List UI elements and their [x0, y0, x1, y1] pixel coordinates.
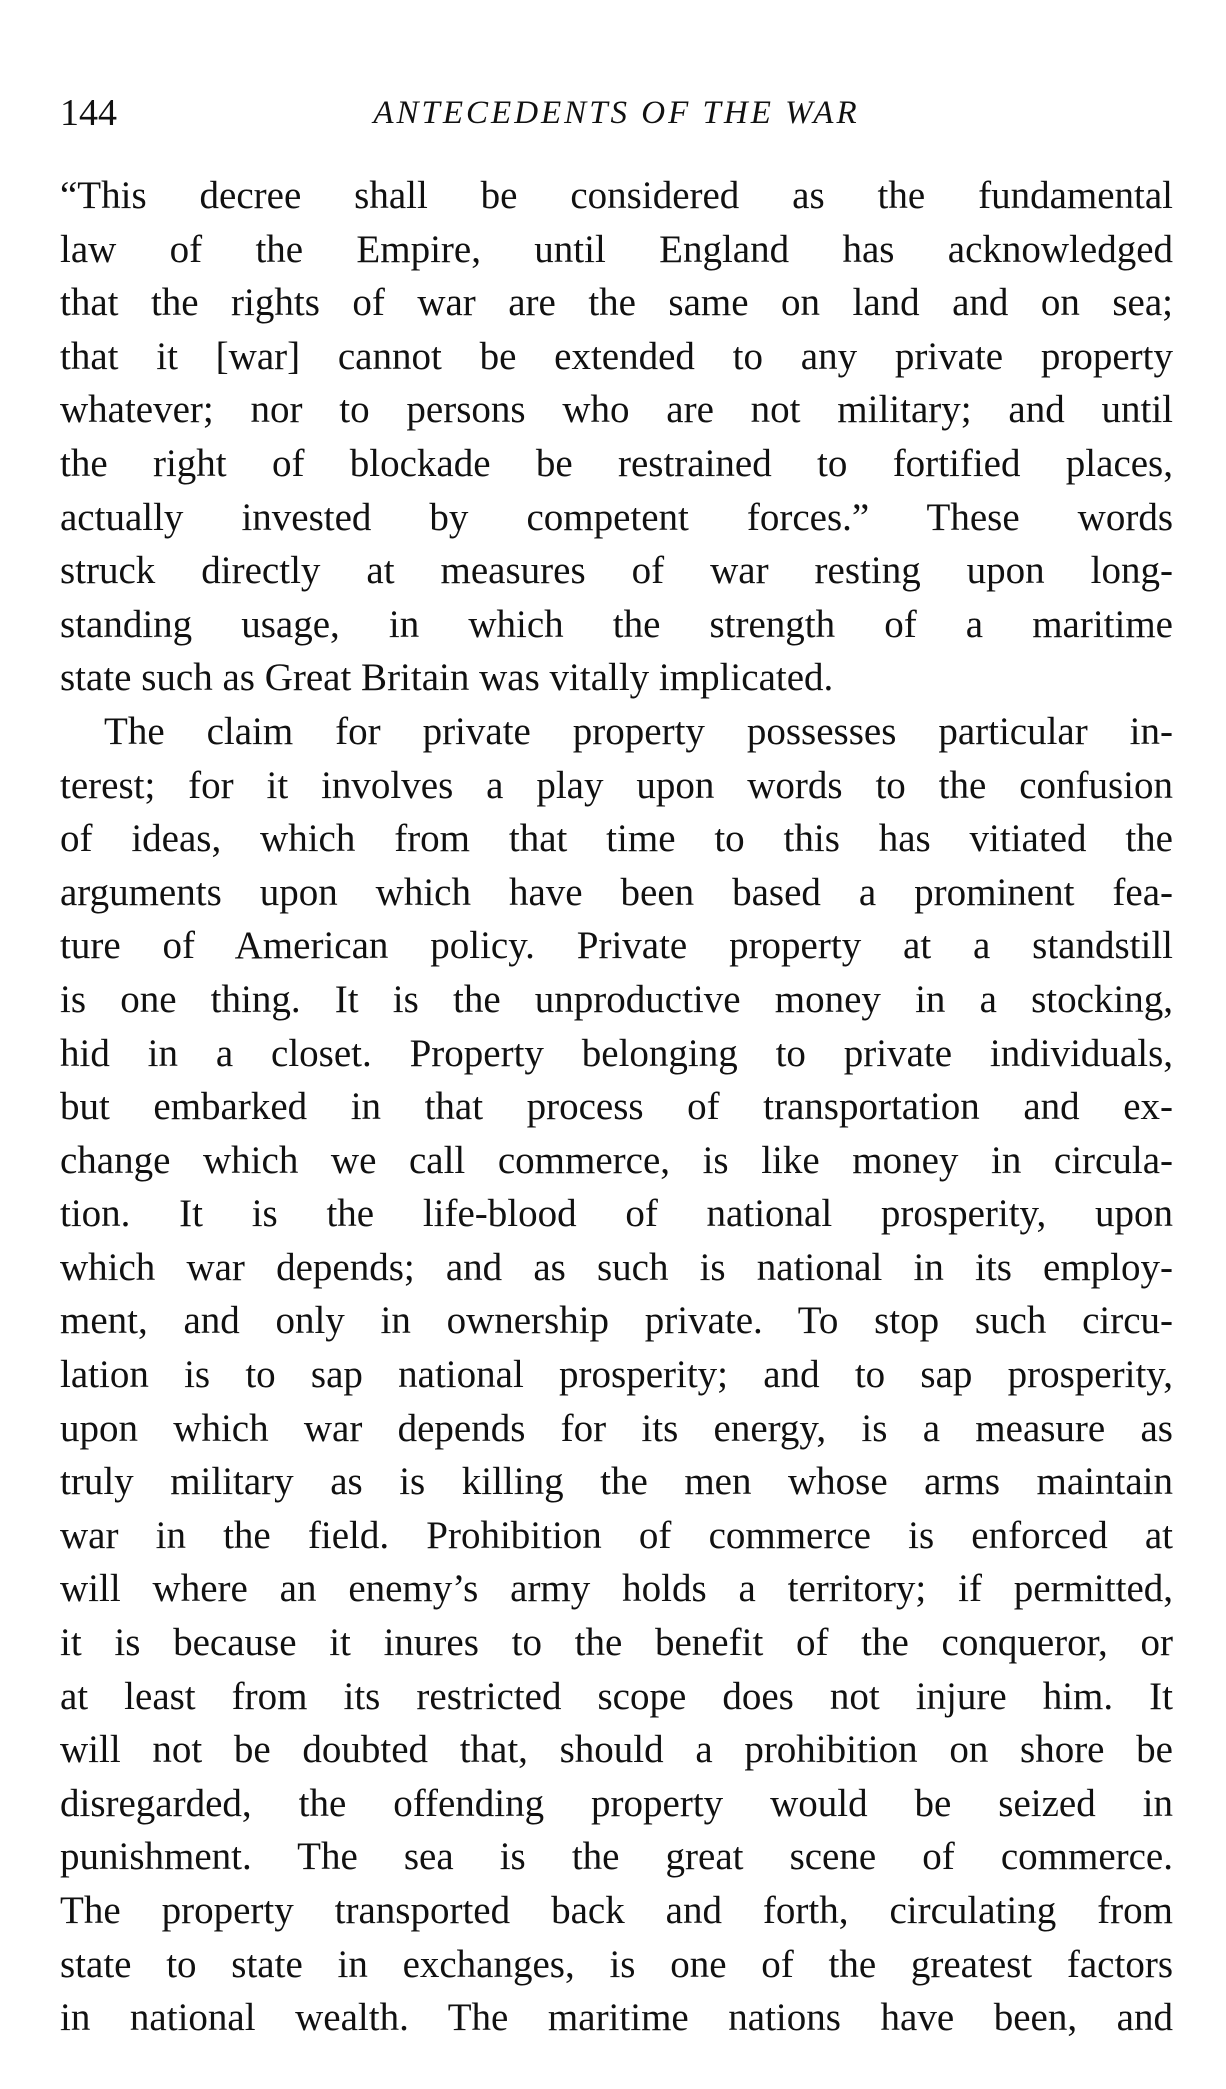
paragraph-1: [60, 169, 1173, 705]
paragraph-2: [60, 705, 1173, 2045]
text-line: will not be doubted that, should a prohibition on shore be: [60, 1728, 1173, 1772]
text-line: lation is to sap national prosperity; and to sap prosperity,: [60, 1353, 1173, 1397]
text-line: which war depends; and as such is national in its employ-: [60, 1245, 1173, 1289]
page-header: [60, 86, 1173, 140]
text-line: at least from its restricted scope does not injure him. It: [60, 1674, 1173, 1718]
text-line: that the rights of war are the same on land and on sea;: [60, 281, 1173, 325]
text-line: but embarked in that process of transportation and ex-: [60, 1085, 1173, 1129]
text-line: disregarded, the offending property would be seized in: [60, 1781, 1173, 1825]
page-number: 144: [60, 92, 117, 134]
text-line: “This decree shall be considered as the fundamental: [60, 174, 1173, 217]
text-line: The property transported back and forth, circulating from: [60, 1889, 1173, 1932]
text-line: standing usage, in which the strength of a maritime: [60, 602, 1173, 646]
text-line: change which we call commerce, is like money in circula-: [60, 1138, 1173, 1182]
text-line: ment, and only in ownership private. To stop such circu-: [60, 1299, 1173, 1343]
text-line: punishment. The sea is the great scene of commerce.: [60, 1835, 1173, 1879]
text-line: whatever; nor to persons who are not military; and until: [60, 388, 1173, 432]
text-line: law of the Empire, until England has acknowledged: [60, 227, 1173, 271]
running-title: ANTECEDENTS OF THE WAR: [373, 95, 860, 131]
text-line: truly military as is killing the men whose arms maintain: [60, 1460, 1173, 1504]
text-line: is one thing. It is the unproductive money in a stocking,: [60, 977, 1173, 1021]
text-line: arguments upon which have been based a prominent fea-: [60, 870, 1173, 914]
text-line: state such as Great Britain was vitally implicated.: [60, 656, 834, 700]
text-line: tion. It is the life-blood of national prosperity, upon: [60, 1192, 1173, 1236]
text-line: upon which war depends for its energy, is a measure as: [60, 1406, 1173, 1450]
page-body: [60, 169, 1173, 2045]
text-line: will where an enemy’s army holds a territory; if permitted,: [60, 1567, 1173, 1611]
text-line: in national wealth. The maritime nations have been, and: [60, 1996, 1173, 2040]
text-line: actually invested by competent forces.” These words: [60, 495, 1173, 539]
text-line: state to state in exchanges, is one of the greatest factors: [60, 1942, 1173, 1986]
text-line: struck directly at measures of war resting upon long-: [60, 549, 1173, 593]
text-line: war in the field. Prohibition of commerce is enforced at: [60, 1513, 1173, 1557]
text-line: ture of American policy. Private property at a standstill: [60, 924, 1173, 968]
text-line: it is because it inures to the benefit of the conqueror, or: [60, 1621, 1173, 1665]
text-line: The claim for private property possesses particular in-: [104, 709, 1173, 753]
text-line: the right of blockade be restrained to fortified places,: [60, 441, 1173, 485]
text-line: of ideas, which from that time to this has vitiated the: [60, 817, 1173, 861]
text-line: that it [war] cannot be extended to any private property: [60, 334, 1173, 378]
text-line: hid in a closet. Property belonging to private individuals,: [60, 1031, 1173, 1075]
text-line: terest; for it involves a play upon words to the confusion: [60, 763, 1173, 807]
